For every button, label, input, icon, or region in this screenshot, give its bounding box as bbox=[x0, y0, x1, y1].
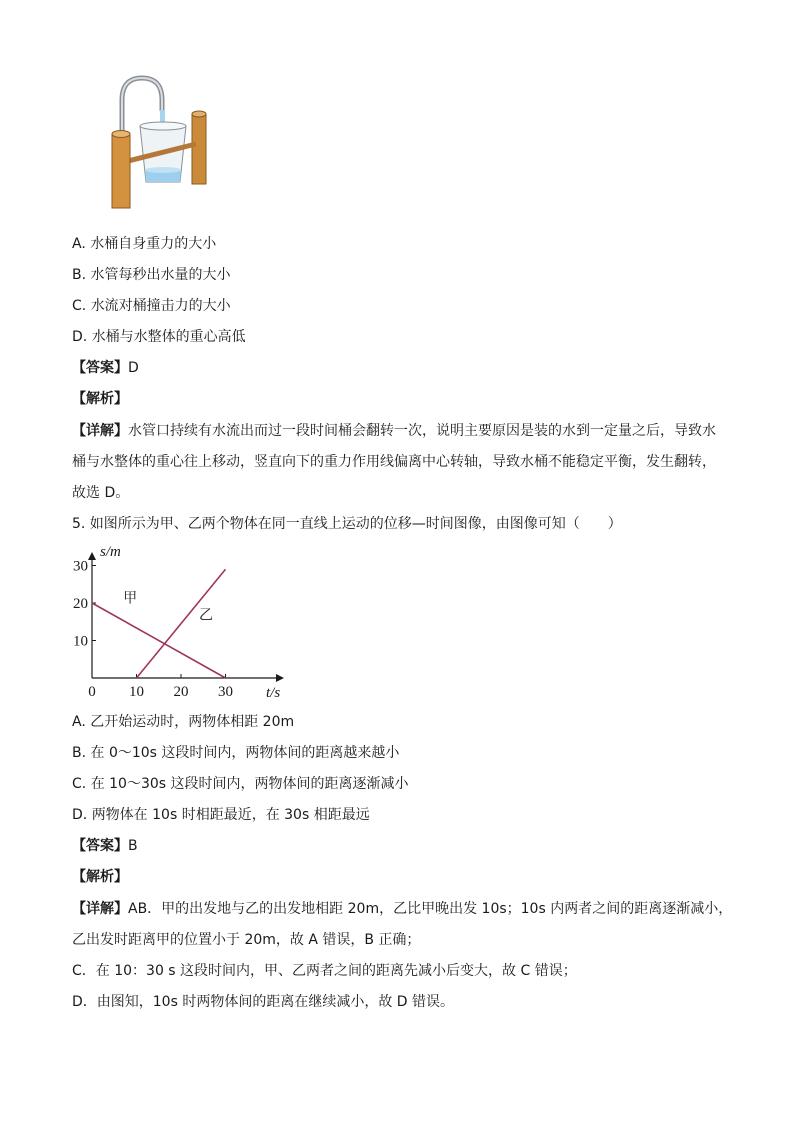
x-axis-label: t/s bbox=[266, 685, 281, 701]
q5-option-letter: D. bbox=[72, 807, 88, 823]
q4-option-a bbox=[72, 234, 732, 254]
series-label: 乙 bbox=[199, 607, 213, 624]
q5-option-text: 在 0～10s 这段时间内，两物体间的距离越来越小 bbox=[90, 745, 400, 761]
y-axis-label bbox=[100, 544, 121, 560]
q4-option-c bbox=[72, 296, 732, 316]
q4-answer: 【答案】D bbox=[72, 360, 139, 376]
q4-analysis-heading: 【解析】 bbox=[72, 391, 128, 407]
analysis-label: 解析 bbox=[86, 391, 114, 407]
series-label: 甲 bbox=[123, 590, 138, 607]
q4-option-letter: B. bbox=[72, 267, 87, 283]
x-tick-label: 10 bbox=[129, 684, 144, 700]
x-tick-label: 30 bbox=[218, 684, 233, 700]
q5-option-text: 在 10～30s 这段时间内，两物体间的距离逐渐减小 bbox=[90, 776, 409, 792]
q5-option-d bbox=[72, 805, 732, 825]
q4-option-letter: A. bbox=[72, 236, 86, 252]
q4-option-text: 水管每秒出水量的大小 bbox=[90, 267, 231, 283]
q4-option-letter: C. bbox=[72, 298, 87, 314]
y-axis-label-var: s/m bbox=[100, 544, 121, 560]
q5-detail-line-4: D．由图知，10s 时两物体间的距离在继续减小，故 D 错误。 bbox=[72, 994, 455, 1010]
q4-option-b bbox=[72, 265, 732, 285]
answer-value: B bbox=[128, 838, 138, 854]
x-tick-label: 0 bbox=[88, 684, 96, 700]
q5-option-text: 乙开始运动时，两物体相距 20m bbox=[90, 714, 295, 730]
q5-option-text: 两物体在 10s 时相距最近，在 30s 相距最远 bbox=[91, 807, 370, 823]
q4-option-text: 水流对桶撞击力的大小 bbox=[90, 298, 231, 314]
x-tick-label: 20 bbox=[173, 684, 189, 700]
y-tick-label: 10 bbox=[73, 633, 88, 650]
q4-detail-line-1: 【详解】水管口持续有水流出而过一段时间桶会翻转一次，说明主要原因是装的水到一定量之后，导致水 bbox=[72, 423, 716, 439]
q5-analysis-heading: 【解析】 bbox=[72, 869, 128, 885]
q5-option-c bbox=[72, 774, 732, 794]
q5-option-b bbox=[72, 743, 732, 763]
q4-detail-line-2: 桶与水整体的重心往上移动，竖直向下的重力作用线偏离中心转轴，导致水桶不能稳定平衡，发生翻转， bbox=[72, 454, 716, 470]
detail-label: 详解 bbox=[86, 901, 114, 917]
detail-text: AB．甲的出发地与乙的出发地相距 20m，乙比甲晚出发 10s；10s 内两者之间的距离逐渐减小， bbox=[128, 901, 733, 917]
tipping-bucket-illustration bbox=[100, 70, 220, 212]
q5-detail-line-2: 乙出发时距离甲的位置小于 20m，故 A 错误，B 正确； bbox=[72, 932, 421, 948]
q5-stem: 5. 如图所示为甲、乙两个物体在同一直线上运动的位移—时间图像，由图像可知（ ） bbox=[72, 516, 622, 532]
position-time-graph bbox=[70, 544, 292, 702]
answer-label: 答案 bbox=[86, 838, 114, 854]
q5-answer: 【答案】B bbox=[72, 838, 138, 854]
series-line-yi bbox=[137, 569, 226, 678]
detail-label: 详解 bbox=[86, 423, 114, 439]
q5-option-letter: A. bbox=[72, 714, 86, 730]
q5-option-letter: B. bbox=[72, 745, 87, 761]
answer-label: 答案 bbox=[86, 360, 114, 376]
q4-option-text: 水桶自身重力的大小 bbox=[90, 236, 217, 252]
q4-option-text: 水桶与水整体的重心高低 bbox=[91, 329, 246, 345]
q5-detail-line-1: 【详解】AB．甲的出发地与乙的出发地相距 20m，乙比甲晚出发 10s；10s 内两者之间的距离逐渐减小， bbox=[72, 901, 733, 917]
q4-option-letter: D. bbox=[72, 329, 88, 345]
y-tick-label: 20 bbox=[73, 596, 88, 612]
q5-option-letter: C. bbox=[72, 776, 87, 792]
q5-detail-line-3: C．在 10：30 s 这段时间内，甲、乙两者之间的距离先减小后变大，故 C 错误； bbox=[72, 963, 577, 979]
y-tick-label: 30 bbox=[73, 558, 88, 575]
q4-option-d bbox=[72, 327, 732, 347]
q4-detail-line-3: 故选 D。 bbox=[72, 485, 130, 501]
detail-text: 水管口持续有水流出而过一段时间桶会翻转一次，说明主要原因是装的水到一定量之后，导致水 bbox=[128, 423, 716, 439]
answer-value: D bbox=[128, 360, 139, 376]
analysis-label: 解析 bbox=[86, 869, 114, 885]
q5-option-a bbox=[72, 712, 732, 732]
